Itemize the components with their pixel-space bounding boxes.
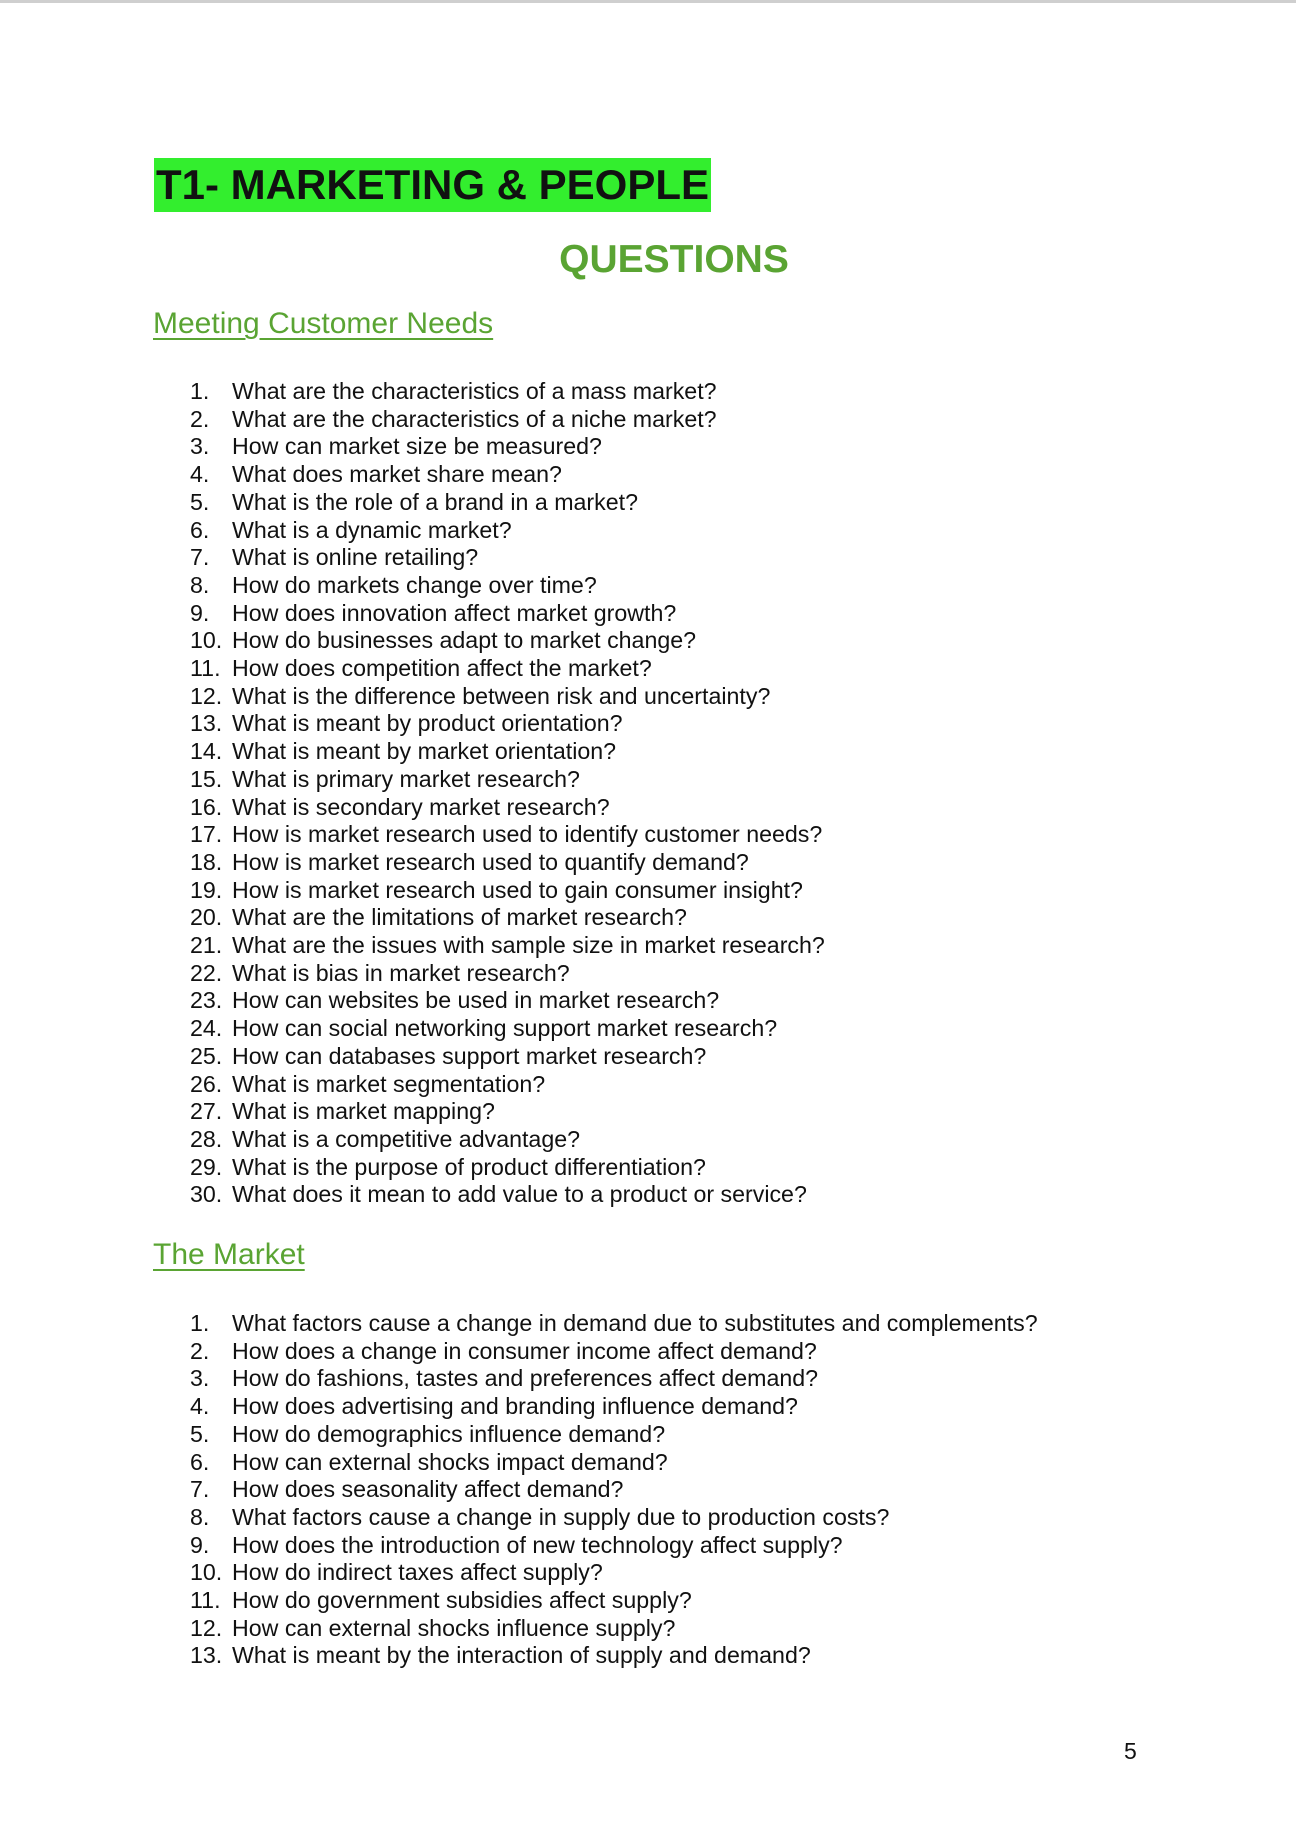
question-text: How is market research used to gain consumer insight? xyxy=(232,876,803,903)
question-text: How does the introduction of new technology affect supply? xyxy=(232,1531,843,1558)
question-number: 28. xyxy=(190,1125,223,1152)
section-heading-meeting-customer-needs: Meeting Customer Needs xyxy=(153,307,494,340)
question-text: What is online retailing? xyxy=(232,544,479,571)
question-item xyxy=(190,544,825,572)
question-item xyxy=(190,1310,1038,1338)
question-item xyxy=(190,489,825,517)
question-item xyxy=(190,378,825,406)
question-number: 10. xyxy=(190,1559,223,1586)
question-number: 11. xyxy=(190,655,221,682)
question-text: What is meant by product orientation? xyxy=(232,710,623,737)
question-number: 27. xyxy=(190,1098,223,1125)
question-text: What are the limitations of market research? xyxy=(232,904,687,931)
question-text: How do markets change over time? xyxy=(232,571,597,598)
question-item xyxy=(190,1365,1038,1393)
page-title xyxy=(152,159,713,212)
page-number: 5 xyxy=(1124,1738,1137,1764)
question-number: 1. xyxy=(190,1310,210,1336)
question-item xyxy=(190,1559,1038,1587)
question-item xyxy=(190,794,825,822)
question-item xyxy=(190,877,825,905)
question-text: How does competition affect the market? xyxy=(232,655,652,682)
question-item xyxy=(190,433,825,461)
question-number: 10. xyxy=(190,627,223,654)
question-item xyxy=(190,1015,825,1043)
question-text: What is primary market research? xyxy=(232,765,580,792)
question-text: How can websites be used in market research? xyxy=(232,987,720,1014)
question-number: 5. xyxy=(190,1420,210,1447)
question-item xyxy=(190,1532,1038,1560)
question-text: What factors cause a change in demand due to substitutes and complements? xyxy=(232,1310,1038,1336)
question-text: What does market share mean? xyxy=(232,461,562,488)
question-number: 19. xyxy=(190,876,223,903)
question-text: How do government subsidies affect supply? xyxy=(232,1587,692,1614)
question-number: 3. xyxy=(190,433,210,460)
question-item xyxy=(190,821,825,849)
question-item xyxy=(190,960,825,988)
question-item xyxy=(190,461,825,489)
question-item xyxy=(190,600,825,628)
question-text: How can external shocks impact demand? xyxy=(232,1448,668,1475)
question-item xyxy=(190,406,825,434)
question-item xyxy=(190,1181,825,1209)
question-text: What is market mapping? xyxy=(232,1098,495,1125)
question-text: How can market size be measured? xyxy=(232,433,602,460)
question-text: What is a dynamic market? xyxy=(232,516,512,543)
question-number: 1. xyxy=(190,378,210,404)
question-number: 15. xyxy=(190,765,223,792)
question-number: 30. xyxy=(190,1181,223,1208)
question-number: 2. xyxy=(190,1337,210,1364)
question-list-meeting-customer-needs xyxy=(190,378,825,1209)
question-number: 4. xyxy=(190,1393,210,1420)
question-text: What is the role of a brand in a market? xyxy=(232,488,638,515)
question-text: How do indirect taxes affect supply? xyxy=(232,1559,603,1586)
question-number: 14. xyxy=(190,738,223,765)
question-number: 17. xyxy=(190,821,223,848)
question-text: How do fashions, tastes and preferences affect demand? xyxy=(232,1365,819,1392)
question-number: 9. xyxy=(190,1531,210,1558)
question-list-the-market xyxy=(190,1310,1038,1670)
question-item xyxy=(190,1126,825,1154)
question-item xyxy=(190,1587,1038,1615)
question-item xyxy=(190,1043,825,1071)
question-number: 2. xyxy=(190,405,210,432)
question-text: How can social networking support market research? xyxy=(232,1015,778,1042)
question-item xyxy=(190,1642,1038,1670)
question-number: 16. xyxy=(190,793,223,820)
question-item xyxy=(190,1476,1038,1504)
question-item xyxy=(190,1504,1038,1532)
question-number: 6. xyxy=(190,516,210,543)
question-text: How does innovation affect market growth? xyxy=(232,599,677,626)
questions-heading: QUESTIONS xyxy=(559,238,789,281)
question-text: How is market research used to quantify demand? xyxy=(232,848,749,875)
question-number: 6. xyxy=(190,1448,210,1475)
question-text: What is bias in market research? xyxy=(232,959,570,986)
question-item xyxy=(190,1338,1038,1366)
question-item xyxy=(190,738,825,766)
question-item xyxy=(190,683,825,711)
question-item xyxy=(190,766,825,794)
question-text: How do businesses adapt to market change? xyxy=(232,627,697,654)
question-text: How do demographics influence demand? xyxy=(232,1420,666,1447)
question-number: 7. xyxy=(190,1476,210,1503)
question-number: 23. xyxy=(190,987,223,1014)
question-number: 26. xyxy=(190,1070,223,1097)
question-item xyxy=(190,627,825,655)
question-text: What does it mean to add value to a product or service? xyxy=(232,1181,807,1208)
question-number: 3. xyxy=(190,1365,210,1392)
question-text: What are the characteristics of a niche market? xyxy=(232,405,717,432)
question-number: 8. xyxy=(190,1503,210,1530)
question-item xyxy=(190,1393,1038,1421)
question-number: 7. xyxy=(190,544,210,571)
question-number: 8. xyxy=(190,571,210,598)
question-item xyxy=(190,1449,1038,1477)
question-number: 25. xyxy=(190,1042,223,1069)
question-text: What is a competitive advantage? xyxy=(232,1125,581,1152)
question-text: How does seasonality affect demand? xyxy=(232,1476,624,1503)
question-text: What is secondary market research? xyxy=(232,793,610,820)
question-text: How is market research used to identify customer needs? xyxy=(232,821,823,848)
question-item xyxy=(190,710,825,738)
question-text: What is meant by the interaction of supply and demand? xyxy=(232,1642,811,1669)
question-item xyxy=(190,1615,1038,1643)
section-heading-the-market: The Market xyxy=(153,1238,305,1271)
question-text: How does a change in consumer income affect demand? xyxy=(232,1337,817,1364)
question-text: How can external shocks influence supply? xyxy=(232,1614,676,1641)
question-number: 9. xyxy=(190,599,210,626)
question-text: How can databases support market research? xyxy=(232,1042,707,1069)
page-title-highlight: T1- MARKETING & PEOPLE xyxy=(154,158,711,212)
question-number: 13. xyxy=(190,1642,223,1669)
question-number: 13. xyxy=(190,710,223,737)
question-number: 20. xyxy=(190,904,223,931)
question-text: What is meant by market orientation? xyxy=(232,738,617,765)
question-number: 29. xyxy=(190,1153,223,1180)
question-item xyxy=(190,1154,825,1182)
question-text: What are the characteristics of a mass market? xyxy=(232,378,717,404)
question-text: What factors cause a change in supply due to production costs? xyxy=(232,1503,890,1530)
question-item xyxy=(190,904,825,932)
question-item xyxy=(190,849,825,877)
question-text: What is market segmentation? xyxy=(232,1070,546,1097)
question-item xyxy=(190,1421,1038,1449)
question-item xyxy=(190,932,825,960)
question-number: 12. xyxy=(190,1614,223,1641)
question-text: What is the purpose of product differentiation? xyxy=(232,1153,706,1180)
question-number: 18. xyxy=(190,848,223,875)
question-text: What is the difference between risk and uncertainty? xyxy=(232,682,771,709)
question-number: 5. xyxy=(190,488,210,515)
question-item xyxy=(190,987,825,1015)
question-item xyxy=(190,517,825,545)
question-number: 12. xyxy=(190,682,223,709)
question-number: 24. xyxy=(190,1015,223,1042)
question-number: 21. xyxy=(190,932,223,959)
question-text: What are the issues with sample size in market research? xyxy=(232,932,825,959)
question-item xyxy=(190,655,825,683)
question-item xyxy=(190,1071,825,1099)
page-top-border xyxy=(0,0,1296,3)
question-item xyxy=(190,572,825,600)
question-number: 4. xyxy=(190,461,210,488)
question-text: How does advertising and branding influence demand? xyxy=(232,1393,798,1420)
question-number: 11. xyxy=(190,1587,221,1614)
question-item xyxy=(190,1098,825,1126)
question-number: 22. xyxy=(190,959,223,986)
